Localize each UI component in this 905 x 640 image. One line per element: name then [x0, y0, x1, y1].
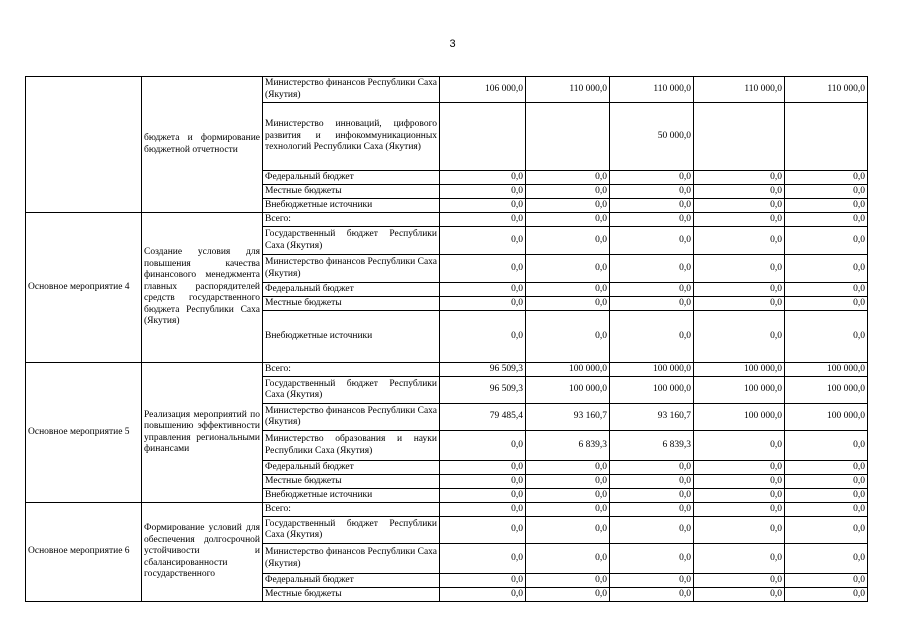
amount-cell: 0,0	[785, 544, 868, 574]
amount-cell: 0,0	[694, 283, 785, 297]
amount-cell: 0,0	[785, 489, 868, 503]
amount-cell: 0,0	[440, 311, 526, 363]
funding-source: Государственный бюджет Республики Саха (Якутия)	[263, 227, 440, 255]
amount-cell	[694, 103, 785, 171]
amount-cell: 0,0	[694, 199, 785, 213]
amount-cell: 0,0	[610, 199, 694, 213]
amount-cell: 0,0	[785, 227, 868, 255]
funding-source: Внебюджетные источники	[263, 311, 440, 363]
amount-cell: 0,0	[526, 297, 610, 311]
amount-cell: 0,0	[526, 185, 610, 199]
funding-source: Местные бюджеты	[263, 185, 440, 199]
amount-cell: 0,0	[694, 475, 785, 489]
amount-cell: 0,0	[526, 503, 610, 517]
amount-cell: 0,0	[526, 517, 610, 544]
amount-cell: 100 000,0	[694, 363, 785, 377]
amount-cell: 0,0	[526, 283, 610, 297]
amount-cell: 0,0	[526, 171, 610, 185]
amount-cell: 0,0	[694, 255, 785, 283]
amount-cell: 0,0	[440, 503, 526, 517]
amount-cell	[785, 103, 868, 171]
amount-cell: 0,0	[694, 297, 785, 311]
amount-cell: 6 839,3	[610, 431, 694, 461]
funding-source: Федеральный бюджет	[263, 461, 440, 475]
amount-cell: 93 160,7	[610, 404, 694, 431]
amount-cell: 0,0	[694, 588, 785, 602]
funding-source: Местные бюджеты	[263, 475, 440, 489]
amount-cell: 0,0	[440, 489, 526, 503]
funding-source: Министерство финансов Республики Саха (Якутия)	[263, 255, 440, 283]
funding-source: Внебюджетные источники	[263, 199, 440, 213]
amount-cell: 0,0	[610, 283, 694, 297]
amount-cell: 110 000,0	[526, 77, 610, 103]
funding-source: Федеральный бюджет	[263, 574, 440, 588]
amount-cell: 110 000,0	[785, 77, 868, 103]
amount-cell: 0,0	[785, 588, 868, 602]
amount-cell: 0,0	[526, 489, 610, 503]
amount-cell: 0,0	[610, 574, 694, 588]
funding-source: Государственный бюджет Республики Саха (Якутия)	[263, 377, 440, 404]
amount-cell: 0,0	[610, 171, 694, 185]
funding-source: Всего:	[263, 503, 440, 517]
amount-cell: 0,0	[526, 255, 610, 283]
amount-cell: 0,0	[610, 255, 694, 283]
funding-source: Внебюджетные источники	[263, 489, 440, 503]
amount-cell: 0,0	[610, 503, 694, 517]
amount-cell	[526, 103, 610, 171]
amount-cell: 110 000,0	[694, 77, 785, 103]
amount-cell	[440, 103, 526, 171]
amount-cell: 0,0	[694, 185, 785, 199]
amount-cell: 0,0	[526, 199, 610, 213]
amount-cell: 0,0	[610, 297, 694, 311]
amount-cell: 0,0	[526, 544, 610, 574]
amount-cell: 0,0	[610, 227, 694, 255]
amount-cell: 0,0	[440, 171, 526, 185]
amount-cell: 0,0	[694, 227, 785, 255]
amount-cell: 96 509,3	[440, 377, 526, 404]
amount-cell: 0,0	[526, 475, 610, 489]
amount-cell: 0,0	[440, 227, 526, 255]
page-number: 3	[449, 38, 456, 50]
table-row	[26, 213, 868, 227]
activity-label: Основное мероприятие 6	[26, 503, 142, 602]
funding-source: Федеральный бюджет	[263, 171, 440, 185]
amount-cell: 100 000,0	[526, 377, 610, 404]
activity-description: бюджета и формирование бюджетной отчетности	[142, 77, 263, 213]
funding-source: Всего:	[263, 213, 440, 227]
funding-source: Федеральный бюджет	[263, 283, 440, 297]
amount-cell: 93 160,7	[526, 404, 610, 431]
amount-cell: 0,0	[785, 517, 868, 544]
amount-cell: 0,0	[440, 283, 526, 297]
activity-label: Основное мероприятие 5	[26, 363, 142, 503]
amount-cell: 0,0	[526, 574, 610, 588]
amount-cell: 0,0	[610, 213, 694, 227]
funding-source: Министерство финансов Республики Саха (Якутия)	[263, 77, 440, 103]
funding-source: Министерство инноваций, цифрового развития и инфокоммуникационных технологий Республики Саха (Якутия)	[263, 103, 440, 171]
amount-cell: 100 000,0	[526, 363, 610, 377]
funding-source: Министерство финансов Республики Саха (Якутия)	[263, 544, 440, 574]
amount-cell: 0,0	[785, 255, 868, 283]
activity-label	[26, 77, 142, 213]
table-row	[26, 77, 868, 103]
amount-cell: 0,0	[694, 574, 785, 588]
table-row	[26, 503, 868, 517]
amount-cell: 0,0	[440, 517, 526, 544]
amount-cell: 0,0	[526, 461, 610, 475]
funding-source: Местные бюджеты	[263, 297, 440, 311]
amount-cell: 0,0	[440, 255, 526, 283]
amount-cell: 100 000,0	[785, 404, 868, 431]
amount-cell: 0,0	[785, 503, 868, 517]
amount-cell: 0,0	[610, 461, 694, 475]
amount-cell: 0,0	[610, 588, 694, 602]
amount-cell: 100 000,0	[694, 377, 785, 404]
amount-cell: 0,0	[610, 544, 694, 574]
amount-cell: 0,0	[694, 171, 785, 185]
amount-cell: 0,0	[694, 517, 785, 544]
amount-cell: 0,0	[694, 544, 785, 574]
funding-source: Министерство образования и науки Республики Саха (Якутия)	[263, 431, 440, 461]
amount-cell: 79 485,4	[440, 404, 526, 431]
amount-cell: 0,0	[526, 227, 610, 255]
funding-source: Министерство финансов Республики Саха (Якутия)	[263, 404, 440, 431]
activity-description: Формирование условий для обеспечения долгосрочной устойчивости и сбалансированности государственного	[142, 503, 263, 602]
amount-cell: 100 000,0	[694, 404, 785, 431]
amount-cell: 0,0	[785, 431, 868, 461]
amount-cell: 106 000,0	[440, 77, 526, 103]
budget-table	[25, 76, 868, 602]
amount-cell: 0,0	[785, 297, 868, 311]
amount-cell: 0,0	[610, 185, 694, 199]
amount-cell: 0,0	[694, 431, 785, 461]
amount-cell: 0,0	[440, 199, 526, 213]
amount-cell: 0,0	[440, 574, 526, 588]
amount-cell: 6 839,3	[526, 431, 610, 461]
amount-cell: 0,0	[440, 213, 526, 227]
amount-cell: 50 000,0	[610, 103, 694, 171]
amount-cell: 0,0	[440, 461, 526, 475]
amount-cell: 0,0	[694, 213, 785, 227]
activity-description: Создание условия для повышения качества финансового менеджмента главных распорядителей средств государственного бюджета Республики Саха (Якутия)	[142, 213, 263, 363]
amount-cell: 0,0	[526, 311, 610, 363]
amount-cell: 0,0	[526, 213, 610, 227]
amount-cell: 0,0	[440, 544, 526, 574]
funding-source: Местные бюджеты	[263, 588, 440, 602]
amount-cell: 0,0	[785, 185, 868, 199]
amount-cell: 100 000,0	[610, 377, 694, 404]
amount-cell: 0,0	[440, 297, 526, 311]
amount-cell: 96 509,3	[440, 363, 526, 377]
amount-cell: 0,0	[694, 461, 785, 475]
amount-cell: 0,0	[785, 574, 868, 588]
amount-cell: 0,0	[440, 431, 526, 461]
amount-cell: 100 000,0	[610, 363, 694, 377]
amount-cell: 100 000,0	[785, 363, 868, 377]
amount-cell: 0,0	[440, 588, 526, 602]
amount-cell: 0,0	[610, 475, 694, 489]
activity-description: Реализация мероприятий по повышению эффективности управления региональными финансами	[142, 363, 263, 503]
activity-label: Основное мероприятие 4	[26, 213, 142, 363]
amount-cell: 0,0	[440, 475, 526, 489]
amount-cell: 110 000,0	[610, 77, 694, 103]
amount-cell: 0,0	[785, 171, 868, 185]
amount-cell: 0,0	[785, 311, 868, 363]
funding-source: Государственный бюджет Республики Саха (Якутия)	[263, 517, 440, 544]
amount-cell: 0,0	[610, 517, 694, 544]
amount-cell: 0,0	[526, 588, 610, 602]
amount-cell: 0,0	[610, 311, 694, 363]
amount-cell: 0,0	[785, 283, 868, 297]
amount-cell: 0,0	[610, 489, 694, 503]
funding-source: Всего:	[263, 363, 440, 377]
amount-cell: 0,0	[785, 461, 868, 475]
table-row	[26, 363, 868, 377]
amount-cell: 100 000,0	[785, 377, 868, 404]
amount-cell: 0,0	[694, 503, 785, 517]
amount-cell: 0,0	[785, 213, 868, 227]
amount-cell: 0,0	[440, 185, 526, 199]
amount-cell: 0,0	[785, 475, 868, 489]
amount-cell: 0,0	[785, 199, 868, 213]
amount-cell: 0,0	[694, 489, 785, 503]
amount-cell: 0,0	[694, 311, 785, 363]
